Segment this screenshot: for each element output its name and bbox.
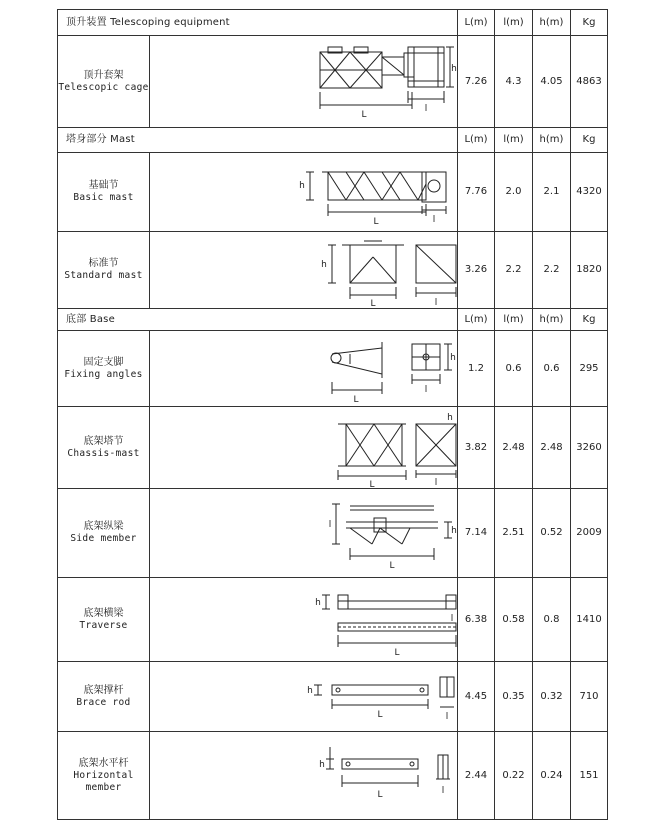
value-height: 0.32 — [533, 662, 571, 732]
component-name-cn: 底架横梁 — [83, 607, 124, 619]
component-name — [58, 578, 150, 662]
component-row — [58, 153, 608, 232]
value-height: 2.1 — [533, 153, 571, 232]
component-drawing-cell — [150, 331, 458, 407]
component-row — [58, 36, 608, 128]
col-header-width: l(m) — [495, 10, 533, 36]
dim-label-h: h — [307, 685, 313, 696]
value-weight: 1410 — [571, 578, 608, 662]
component-name-en: Fixing angles — [64, 368, 143, 380]
value-width: 4.3 — [495, 36, 533, 128]
value-length: 7.76 — [458, 153, 495, 232]
component-name-en: Horizontal member — [73, 769, 134, 793]
chassis-mast-drawing — [150, 408, 458, 488]
section-header-row — [58, 128, 608, 153]
value-weight: 1820 — [571, 232, 608, 309]
component-name-en: Side member — [70, 533, 137, 544]
value-height: 0.24 — [533, 732, 571, 820]
value-height: 0.52 — [533, 489, 571, 578]
fixing-angles-drawing — [150, 332, 458, 406]
col-header-height: h(m) — [533, 128, 571, 153]
value-width: 0.22 — [495, 732, 533, 820]
component-name — [58, 489, 150, 578]
col-header-height: h(m) — [533, 309, 571, 331]
col-header-height: h(m) — [533, 10, 571, 36]
section-header-row — [58, 309, 608, 331]
component-name — [58, 36, 150, 128]
dim-label-L: L — [370, 298, 376, 308]
col-header-length: L(m) — [458, 10, 495, 36]
value-height: 0.6 — [533, 331, 571, 407]
component-name-en: Standard mast — [64, 270, 143, 281]
component-drawing-cell — [150, 153, 458, 232]
dim-label-L: L — [389, 560, 395, 571]
component-drawing-cell — [150, 489, 458, 578]
value-height: 2.2 — [533, 232, 571, 309]
component-drawing-cell — [150, 662, 458, 732]
brace-rod-drawing — [150, 663, 458, 731]
dim-label-h: h — [319, 759, 325, 770]
component-name-en: Traverse — [79, 619, 128, 631]
dim-label-l: l — [434, 477, 438, 488]
value-weight: 4320 — [571, 153, 608, 232]
component-spec-table — [57, 9, 608, 820]
component-name — [58, 153, 150, 232]
value-weight: 2009 — [571, 489, 608, 578]
component-row — [58, 331, 608, 407]
component-name-cn: 固定支脚 — [83, 356, 124, 368]
horizontal-member-drawing — [150, 733, 458, 819]
component-name-cn: 底架塔节 — [83, 435, 124, 447]
component-drawing-cell — [150, 407, 458, 489]
component-name-en: Telescopic cage — [58, 81, 149, 93]
col-header-width: l(m) — [495, 128, 533, 153]
component-name-en: Brace rod — [76, 696, 131, 708]
component-drawing-cell — [150, 36, 458, 128]
component-name-en: Basic mast — [73, 192, 134, 203]
dim-label-L: L — [353, 394, 359, 405]
component-name-en: Chassis-mast — [67, 447, 140, 459]
value-weight: 151 — [571, 732, 608, 820]
dim-label-h: h — [447, 412, 453, 423]
value-height: 0.8 — [533, 578, 571, 662]
dim-label-l: l — [441, 785, 445, 796]
value-width: 2.0 — [495, 153, 533, 232]
value-width: 2.51 — [495, 489, 533, 578]
col-header-weight: Kg — [571, 10, 608, 36]
value-width: 2.2 — [495, 232, 533, 309]
value-width: 2.48 — [495, 407, 533, 489]
component-name — [58, 407, 150, 489]
col-header-width: l(m) — [495, 309, 533, 331]
dim-label-L: L — [377, 709, 383, 720]
value-height: 4.05 — [533, 36, 571, 128]
section-title: 塔身部分 Mast — [58, 128, 458, 153]
value-length: 3.26 — [458, 232, 495, 309]
value-width: 0.35 — [495, 662, 533, 732]
dim-label-l: l — [445, 711, 449, 722]
dim-label-L: L — [373, 216, 379, 227]
dim-label-l: l — [424, 384, 428, 395]
value-weight: 4863 — [571, 36, 608, 128]
value-width: 0.6 — [495, 331, 533, 407]
dim-label-l: l — [434, 297, 438, 308]
component-drawing-cell — [150, 732, 458, 820]
value-weight: 710 — [571, 662, 608, 732]
value-width: 0.58 — [495, 578, 533, 662]
component-name-cn: 底架纵梁 — [83, 521, 124, 532]
dim-label-l: l — [328, 519, 332, 530]
value-length: 3.82 — [458, 407, 495, 489]
component-name-cn: 标准节 — [88, 258, 119, 269]
side-member-drawing — [150, 490, 458, 577]
col-header-length: L(m) — [458, 309, 495, 331]
dim-label-h: h — [299, 180, 305, 191]
dim-label-L: L — [369, 479, 375, 488]
component-name — [58, 232, 150, 309]
component-name — [58, 732, 150, 820]
value-height: 2.48 — [533, 407, 571, 489]
component-row — [58, 578, 608, 662]
col-header-weight: Kg — [571, 128, 608, 153]
component-row — [58, 232, 608, 309]
component-row — [58, 407, 608, 489]
dim-label-h: h — [321, 259, 327, 270]
traverse-drawing — [150, 579, 458, 661]
value-length: 2.44 — [458, 732, 495, 820]
dim-label-L: L — [394, 647, 400, 658]
component-row — [58, 489, 608, 578]
dim-label-h: h — [451, 525, 457, 536]
section-title: 底部 Base — [58, 309, 458, 331]
component-drawing-cell — [150, 232, 458, 309]
component-name-cn: 基础节 — [88, 180, 119, 191]
section-header-row — [58, 10, 608, 36]
component-name-cn: 底架水平杆 — [78, 757, 129, 769]
component-name — [58, 662, 150, 732]
dim-label-h: h — [315, 597, 321, 608]
value-length: 6.38 — [458, 578, 495, 662]
component-row — [58, 732, 608, 820]
component-drawing-cell — [150, 578, 458, 662]
component-name-cn: 顶升套架 — [83, 69, 124, 81]
dim-label-l: l — [450, 613, 454, 624]
dim-label-h: h — [450, 352, 456, 363]
col-header-length: L(m) — [458, 128, 495, 153]
dim-label-h: h — [451, 63, 457, 74]
component-name-cn: 底架撑杆 — [83, 684, 124, 696]
dim-label-L: L — [361, 109, 367, 120]
basic-mast-drawing — [150, 154, 458, 231]
component-name — [58, 331, 150, 407]
dim-label-L: L — [377, 789, 383, 800]
section-title: 顶升装置 Telescoping equipment — [58, 10, 458, 36]
value-length: 7.14 — [458, 489, 495, 578]
value-length: 7.26 — [458, 36, 495, 128]
telescopic-cage-drawing — [150, 37, 458, 127]
value-weight: 295 — [571, 331, 608, 407]
standard-mast-drawing — [150, 233, 458, 308]
value-weight: 3260 — [571, 407, 608, 489]
component-row — [58, 662, 608, 732]
dim-label-l: l — [424, 103, 428, 114]
value-length: 4.45 — [458, 662, 495, 732]
dim-label-l: l — [432, 214, 436, 225]
col-header-weight: Kg — [571, 309, 608, 331]
value-length: 1.2 — [458, 331, 495, 407]
